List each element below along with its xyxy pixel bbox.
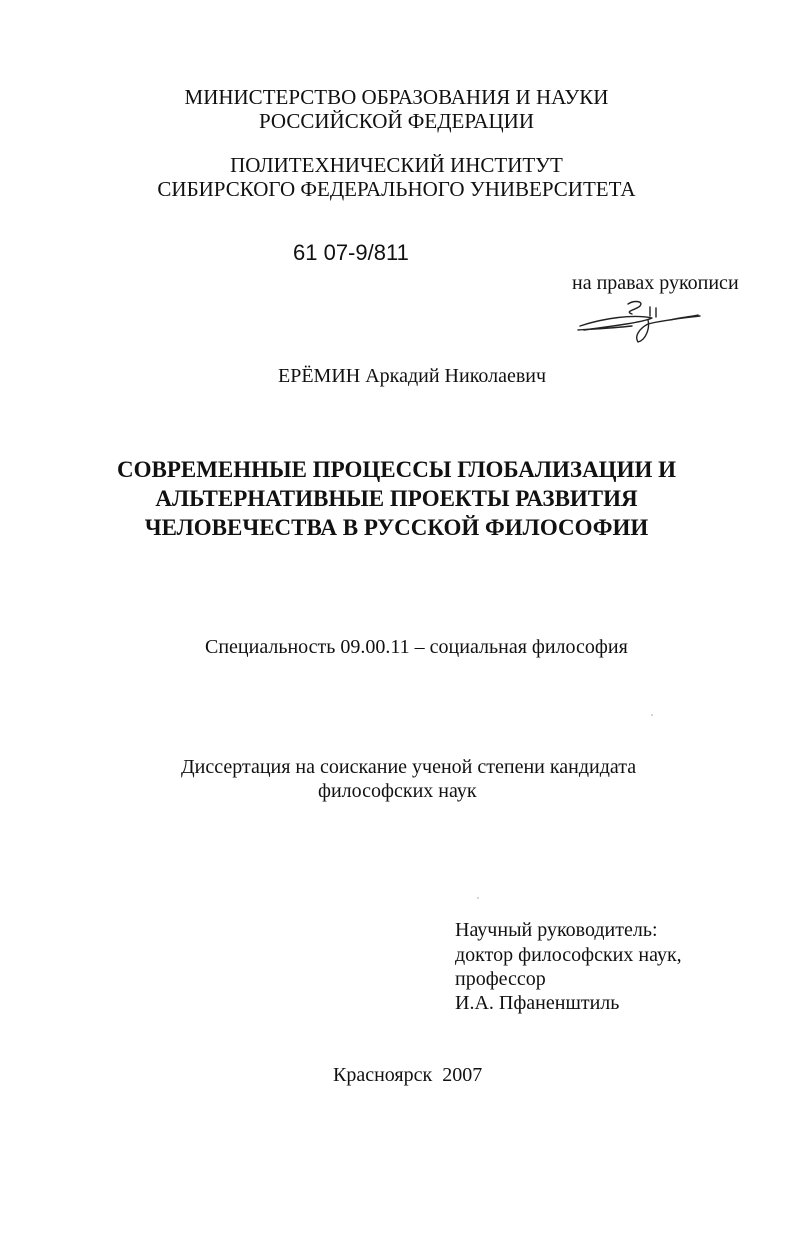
- advisor-name: И.А. Пфаненштиль: [455, 992, 620, 1014]
- ministry-line-1: МИНИСТЕРСТВО ОБРАЗОВАНИЯ И НАУКИ: [184, 85, 609, 109]
- title-line-1: СОВРЕМЕННЫЕ ПРОЦЕССЫ ГЛОБАЛИЗАЦИИ И: [116, 457, 676, 482]
- advisor-label: Научный руководитель:: [455, 919, 658, 941]
- scan-speck: [477, 897, 479, 899]
- institute-line-1: ПОЛИТЕХНИЧЕСКИЙ ИНСТИТУТ: [230, 153, 563, 177]
- dissertation-line-1: Диссертация на соискание ученой степени кандидата: [181, 756, 637, 778]
- ministry-line-2: РОССИЙСКОЙ ФЕДЕРАЦИИ: [259, 109, 534, 133]
- title-line-3: ЧЕЛОВЕЧЕСТВА В РУССКОЙ ФИЛОСОФИИ: [144, 515, 649, 540]
- advisor-rank: профессор: [455, 968, 546, 990]
- dissertation-line-2: философских наук: [318, 780, 477, 802]
- signature-icon: [574, 296, 706, 348]
- title-line-2: АЛЬТЕРНАТИВНЫЕ ПРОЕКТЫ РАЗВИТИЯ: [155, 486, 638, 511]
- institute-line-2: СИБИРСКОГО ФЕДЕРАЛЬНОГО УНИВЕРСИТЕТА: [157, 177, 636, 201]
- specialty: Специальность 09.00.11 – социальная философия: [205, 636, 628, 658]
- catalog-code: 61 07-9/811: [293, 240, 409, 265]
- advisor-degree: доктор философских наук,: [455, 944, 682, 966]
- rights-note: на правах рукописи: [572, 272, 739, 294]
- author-name: ЕРЁМИН Аркадий Николаевич: [278, 365, 547, 387]
- city-year: Красноярск 2007: [333, 1064, 483, 1086]
- scan-speck: [651, 714, 653, 716]
